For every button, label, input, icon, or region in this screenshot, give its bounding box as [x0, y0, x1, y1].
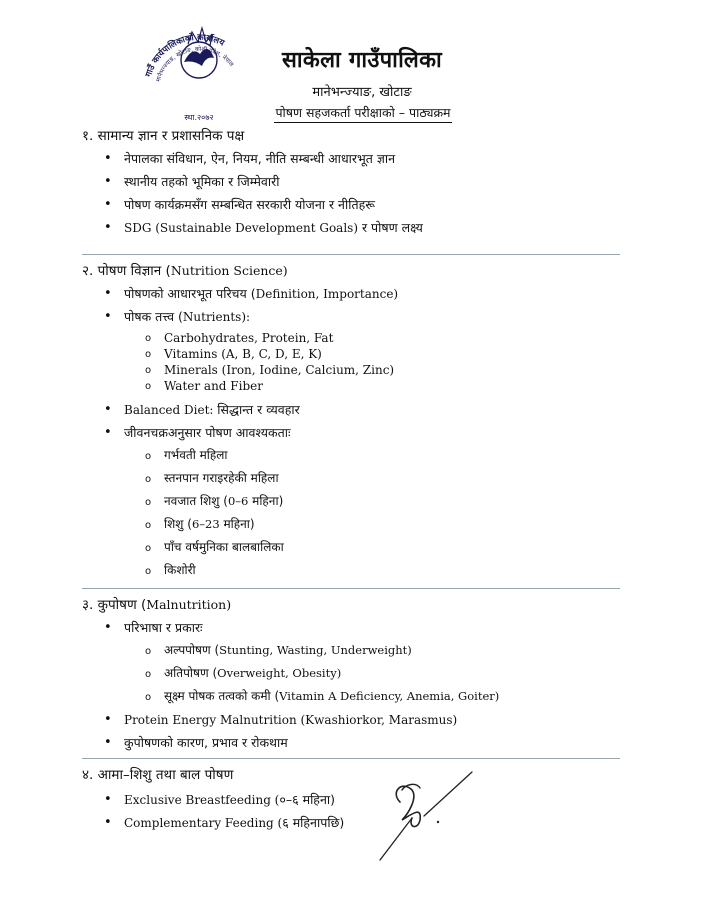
list-item: [82, 216, 622, 239]
life-cycle-sublist: [82, 444, 622, 582]
list-item-np: सिद्धान्त र व्यवहार: [217, 402, 300, 417]
section-malnutrition: [82, 594, 622, 754]
bullet-list: [82, 398, 622, 444]
section-mother-child-nutrition: [82, 764, 622, 834]
list-item-en: Exclusive Breastfeeding (: [124, 793, 280, 807]
nutrients-sublist: [82, 330, 622, 394]
sublist-item: o पाँच वर्षमुनिका बालबालिका: [82, 536, 622, 559]
sublist-item-np: अतिपोषण (: [164, 666, 218, 680]
list-item-np: ६ महिनापछि): [282, 815, 345, 830]
list-item-en: SDG (Sustainable Development Goals): [124, 221, 358, 235]
list-item: [82, 811, 622, 834]
sublist-item-np: शिशु (: [164, 517, 192, 531]
section-general-knowledge: [82, 125, 622, 239]
sublist-item-np: महिना): [248, 494, 284, 508]
list-item: [82, 282, 622, 305]
section-divider: [82, 588, 620, 589]
list-item: • नेपालका संविधान, ऐन, नियम, नीति सम्बन्धी आधारभूत ज्ञान: [82, 147, 622, 170]
bullet-list: [82, 282, 622, 328]
section-nutrition-science: [82, 260, 622, 582]
list-item: • कुपोषणको कारण, प्रभाव र रोकथाम: [82, 731, 622, 754]
section-heading-np: २. पोषण विज्ञान (: [82, 263, 171, 279]
municipality-seal-logo: [140, 10, 258, 128]
sublist-item: [82, 490, 622, 513]
sublist-item: o गर्भवती महिला: [82, 444, 622, 467]
seal-year: स्था.२०७२: [184, 113, 214, 122]
sublist-item-np: अल्पपोषण (: [164, 643, 220, 657]
list-item: • पोषण कार्यक्रमसँग सम्बन्धित सरकारी योजना र नीतिहरू: [82, 193, 622, 216]
list-item-en: Balanced Diet:: [124, 403, 218, 417]
list-item: [82, 398, 622, 421]
sublist-item: o Vitamins (A, B, C, D, E, K): [82, 346, 622, 362]
sublist-item: o Water and Fiber: [82, 378, 622, 394]
list-item-en: Nutrients):: [182, 310, 251, 324]
section-heading: [82, 594, 622, 616]
sublist-item: o Minerals (Iron, Iodine, Calcium, Zinc): [82, 362, 622, 378]
section-heading: १. सामान्य ज्ञान र प्रशासनिक पक्ष: [82, 128, 245, 144]
org-address: मानेभन्ज्याङ, खोटाङ: [312, 85, 412, 100]
list-item: • स्थानीय तहको भूमिका र जिम्मेवारी: [82, 170, 622, 193]
malnutrition-types-sublist: [82, 639, 622, 708]
sublist-item: o स्तनपान गराइरहेकी महिला: [82, 467, 622, 490]
list-item-en: Protein Energy Malnutrition (Kwashiorkor, Marasmus): [124, 713, 458, 727]
sublist-item-np: नवजात शिशु (: [164, 494, 228, 508]
list-item: • परिभाषा र प्रकारः: [82, 616, 622, 639]
list-item: [82, 305, 622, 328]
list-item: • जीवनचक्रअनुसार पोषण आवश्यकताः: [82, 421, 622, 444]
list-item-en: Definition, Importance): [255, 287, 399, 301]
sublist-item-en: 0–6: [227, 494, 249, 508]
seal-text-inner: मानेभन्ज्याङ, खोटाङ, कोशी प्रदेश, नेपाल: [155, 45, 235, 83]
sublist-item: [82, 513, 622, 536]
sublist-item-en: Overweight, Obesity): [217, 666, 342, 680]
sublist-item-np: सूक्ष्म पोषक तत्वको कमी (: [164, 689, 280, 703]
sublist-item-en: 6–23: [191, 517, 220, 531]
list-item-en: Complementary Feeding (: [124, 816, 283, 830]
sublist-item-np: महिना): [219, 517, 255, 531]
section-heading-en: Malnutrition): [146, 597, 232, 612]
list-item-np: ०–६ महिना): [279, 792, 336, 807]
list-item-np: पोषणको आधारभूत परिचय (: [124, 286, 256, 301]
sublist-item: [82, 662, 622, 685]
bullet-list: [82, 616, 622, 639]
bullet-list: [82, 788, 622, 834]
sublist-item: [82, 685, 622, 708]
sublist-item: o Carbohydrates, Protein, Fat: [82, 330, 622, 346]
bullet-list: [82, 708, 622, 754]
sublist-item: o किशोरी: [82, 559, 622, 582]
bullet-list: [82, 147, 622, 239]
list-item-np: र पोषण लक्ष्य: [358, 220, 423, 235]
org-name: साकेला गाउँपालिका: [282, 48, 442, 73]
section-divider: [82, 758, 620, 759]
list-item-np: पोषक तत्त्व (: [124, 309, 183, 324]
seal-text-outer: गाउँ कार्यपालिकाको कार्यालय: [143, 32, 226, 79]
list-item: [82, 788, 622, 811]
sublist-item: [82, 639, 622, 662]
section-heading: ४. आमा–शिशु तथा बाल पोषण: [82, 767, 234, 783]
section-heading-np: ३. कुपोषण (: [82, 597, 147, 613]
section-heading-en: Nutrition Science): [170, 263, 288, 278]
signature-image: [372, 762, 492, 867]
section-divider: [82, 254, 620, 255]
sublist-item-en: Vitamin A Deficiency, Anemia, Goiter): [279, 689, 500, 703]
syllabus-title: पोषण सहजकर्ता परीक्षाको – पाठ्यक्रम: [274, 104, 452, 123]
sublist-item-en: Stunting, Wasting, Underweight): [219, 643, 412, 657]
list-item: [82, 708, 622, 731]
section-heading: [82, 260, 622, 282]
